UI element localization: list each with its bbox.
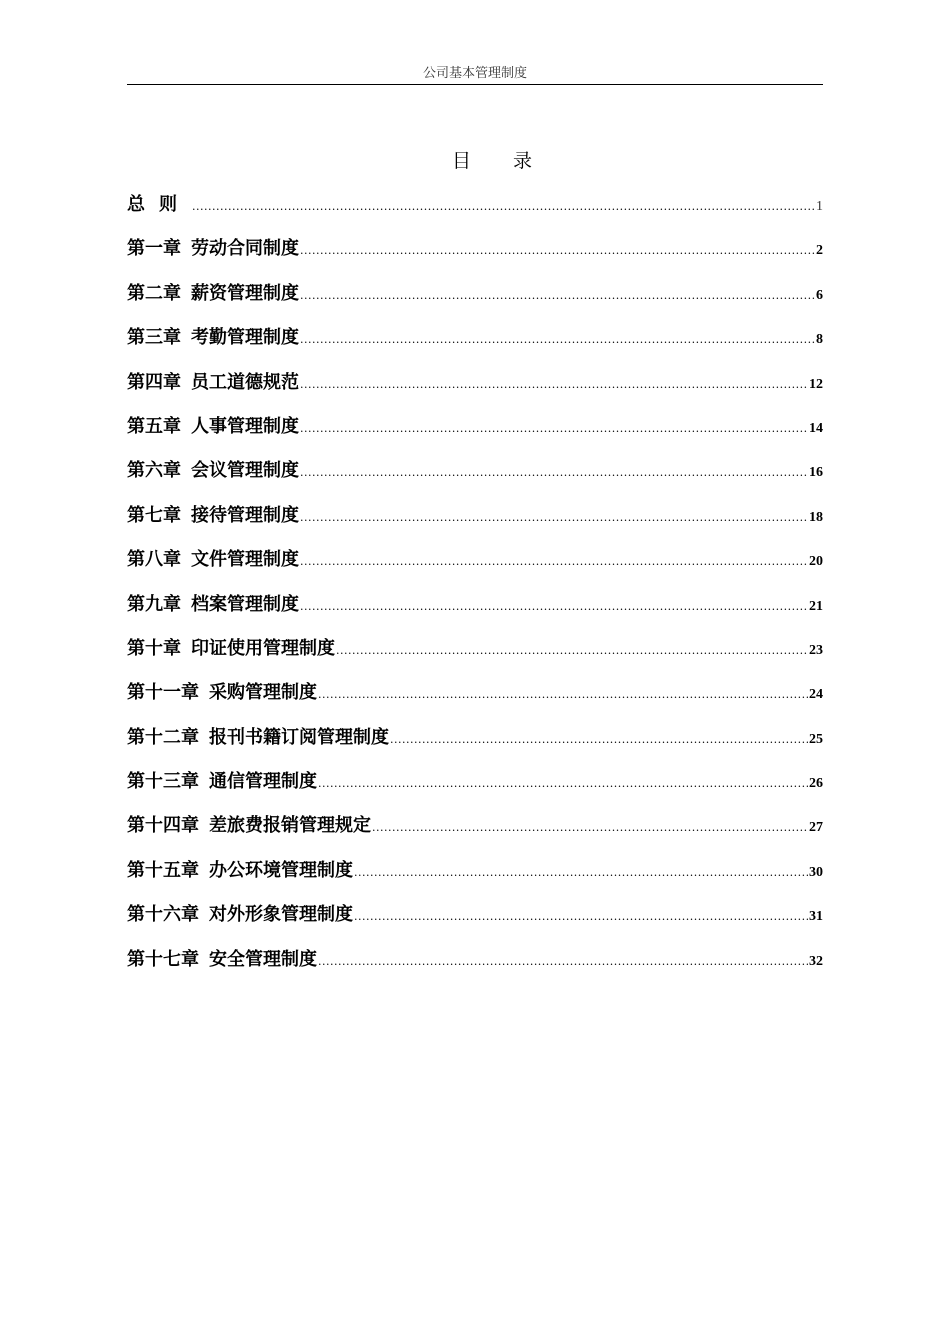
toc-entry[interactable] (127, 412, 823, 456)
toc-entry[interactable] (127, 900, 823, 944)
toc-entry[interactable] (127, 945, 823, 989)
toc-page-number: 12 (809, 376, 823, 392)
toc-entry-text: 人事管理制度 (191, 415, 299, 437)
toc-leader-dots (354, 858, 808, 888)
toc-chapter-number: 第八章 (127, 549, 181, 571)
toc-leader-dots (300, 325, 815, 355)
toc-entry-text: 办公环境管理制度 (209, 859, 353, 881)
toc-entry-text: 通信管理制度 (209, 771, 317, 793)
toc-leader-dots (372, 813, 808, 843)
toc-leader-dots (300, 503, 808, 533)
toc-leader-dots (300, 547, 808, 577)
toc-chapter-number: 第十三章 (127, 771, 199, 793)
toc-entry-text: 员工道德规范 (191, 371, 299, 393)
toc-entry-label (127, 323, 299, 353)
toc-leader-dots (300, 458, 808, 488)
toc-chapter-number: 第十六章 (127, 904, 199, 926)
toc-leader-dots (300, 414, 808, 444)
toc-leader-dots (318, 680, 808, 710)
toc-page-number: 26 (809, 776, 823, 792)
toc-chapter-number: 第六章 (127, 460, 181, 482)
toc-page-number: 31 (809, 909, 823, 925)
toc-chapter-number: 第四章 (127, 371, 181, 393)
toc-entry-label (127, 767, 317, 797)
toc-entry[interactable] (127, 368, 823, 412)
toc-entry-text: 差旅费报销管理规定 (209, 815, 371, 837)
toc-entry[interactable] (127, 501, 823, 545)
toc-entry[interactable] (127, 279, 823, 323)
header-rule (127, 84, 823, 85)
toc-entry[interactable] (127, 678, 823, 722)
toc-chapter-number: 第二章 (127, 282, 181, 304)
toc-chapter-number: 第十一章 (127, 682, 199, 704)
toc-page-number: 27 (809, 820, 823, 836)
toc-entry[interactable] (127, 234, 823, 278)
toc-entry-text: 印证使用管理制度 (191, 637, 335, 659)
toc-entry-label (127, 545, 299, 575)
toc-page-number: 23 (809, 642, 823, 658)
toc-page-number: 6 (816, 287, 823, 303)
toc-page-number: 24 (809, 687, 823, 703)
toc-chapter-number: 第十七章 (127, 948, 199, 970)
toc-leader-dots (318, 769, 808, 799)
toc-entry-label (127, 234, 299, 264)
toc-page-number: 18 (809, 509, 823, 525)
toc-entry-label (127, 368, 299, 398)
toc-entry-text: 劳动合同制度 (191, 238, 299, 260)
toc-entry-label (127, 634, 335, 664)
toc-entry-text: 接待管理制度 (191, 504, 299, 526)
toc-page-number: 16 (809, 465, 823, 481)
toc-entry-label (127, 279, 299, 309)
table-of-contents (127, 190, 823, 989)
toc-entry[interactable] (127, 456, 823, 500)
toc-entry-text: 考勤管理制度 (191, 327, 299, 349)
toc-entry[interactable] (127, 590, 823, 634)
toc-chapter-number: 第十二章 (127, 726, 199, 748)
toc-chapter-number: 第九章 (127, 593, 181, 615)
toc-entry[interactable] (127, 323, 823, 367)
toc-leader-dots (300, 236, 815, 266)
toc-chapter-number: 第一章 (127, 238, 181, 260)
toc-chapter-number: 第三章 (127, 327, 181, 349)
toc-entry-label (127, 456, 299, 486)
toc-page-number: 21 (809, 598, 823, 614)
toc-chapter-number: 第十五章 (127, 859, 199, 881)
toc-entry[interactable] (127, 811, 823, 855)
toc-entry-label (127, 678, 317, 708)
toc-entry-text: 安全管理制度 (209, 948, 317, 970)
toc-chapter-number: 第十章 (127, 637, 181, 659)
toc-leader-dots (300, 281, 815, 311)
toc-leader-dots (336, 636, 808, 666)
toc-entry-text: 会议管理制度 (191, 460, 299, 482)
toc-entry[interactable] (127, 634, 823, 678)
toc-page-number: 25 (809, 731, 823, 747)
toc-entry-label (127, 501, 299, 531)
toc-page-number: 2 (816, 243, 823, 259)
toc-page-number: 32 (809, 953, 823, 969)
toc-leader-dots (300, 370, 808, 400)
toc-entry-label (127, 945, 317, 975)
toc-entry[interactable] (127, 545, 823, 589)
page-header: 公司基本管理制度 (422, 66, 527, 81)
toc-leader-dots (192, 192, 815, 222)
toc-entry-text: 采购管理制度 (209, 682, 317, 704)
toc-page-number: 8 (816, 332, 823, 348)
toc-chapter-number: 第五章 (127, 415, 181, 437)
toc-entry-label (127, 590, 299, 620)
toc-entry[interactable] (127, 190, 823, 234)
toc-entry-label (127, 856, 353, 886)
toc-chapter-number: 第七章 (127, 504, 181, 526)
toc-leader-dots (318, 947, 808, 977)
toc-entry[interactable] (127, 767, 823, 811)
toc-page-number: 1 (816, 199, 823, 214)
toc-entry-label (127, 723, 389, 753)
toc-entry-text: 文件管理制度 (191, 549, 299, 571)
toc-leader-dots (390, 725, 808, 755)
toc-title: 目 录 (451, 150, 551, 172)
toc-entry-label (127, 900, 353, 930)
toc-page-number: 30 (809, 864, 823, 880)
toc-entry-text: 薪资管理制度 (191, 282, 299, 304)
toc-leader-dots (354, 902, 808, 932)
toc-entry-label (127, 811, 371, 841)
toc-entry-label (127, 190, 191, 220)
toc-entry[interactable] (127, 723, 823, 767)
toc-chapter-number: 第十四章 (127, 815, 199, 837)
toc-entry[interactable] (127, 856, 823, 900)
toc-entry-text: 对外形象管理制度 (209, 904, 353, 926)
toc-entry-text: 报刊书籍订阅管理制度 (209, 726, 389, 748)
toc-page-number: 20 (809, 554, 823, 570)
toc-entry-text: 总则 (127, 194, 191, 215)
toc-entry-text: 档案管理制度 (191, 593, 299, 615)
toc-page-number: 14 (809, 420, 823, 436)
toc-entry-label (127, 412, 299, 442)
toc-leader-dots (300, 592, 808, 622)
